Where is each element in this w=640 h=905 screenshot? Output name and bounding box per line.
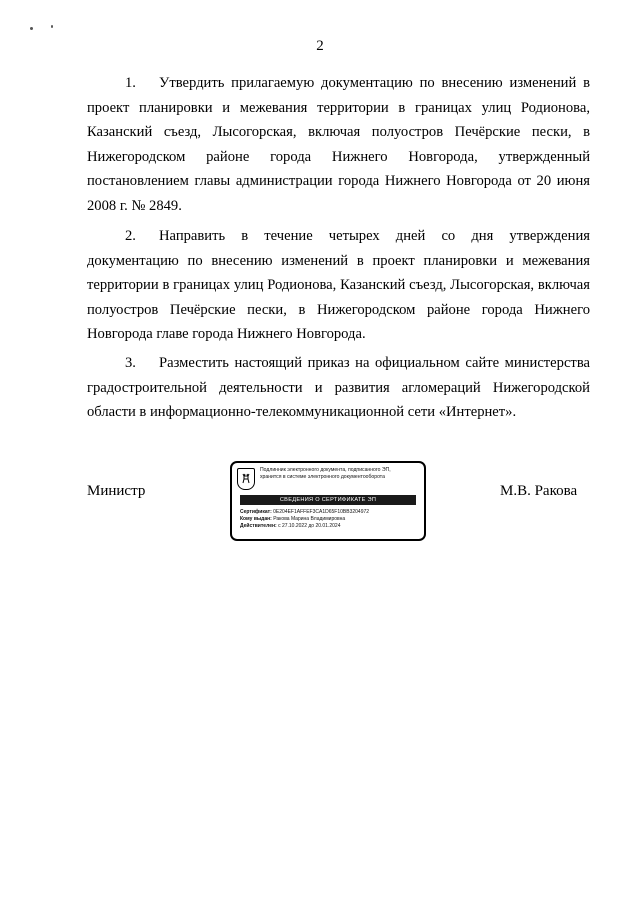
paragraph-number: 1. bbox=[125, 75, 136, 91]
scan-speck bbox=[51, 25, 53, 28]
electronic-signature-stamp bbox=[230, 461, 426, 541]
paragraph-text: Разместить настоящий приказ на официальном сайте министерства градостроительной деятельности и развития агломераций Нижегородской области в информационно-телекоммуникационной сети «Интернет». bbox=[87, 355, 590, 421]
stamp-header-line: Подлинник электронного документа, подписанного ЭП, bbox=[260, 467, 391, 473]
paragraph-1 bbox=[87, 71, 590, 219]
signatory-name: М.В. Ракова bbox=[500, 483, 578, 499]
paragraph-text: Направить в течение четырех дней со дня утверждения документацию по внесению изменений в проект планировки и межевания территории в границах улиц Родионова, Казанский съезд, Лысогорская, включая полуостров Печёрские пески, в Нижегородском районе города Нижнего Новгорода главе города Нижнего Новгорода. bbox=[87, 228, 590, 343]
paragraph-number: 2. bbox=[125, 228, 136, 244]
stamp-title-bar: СВЕДЕНИЯ О СЕРТИФИКАТЕ ЭП bbox=[240, 495, 416, 505]
validity-row bbox=[240, 523, 420, 530]
paragraph-number: 3. bbox=[125, 355, 136, 371]
certificate-label: Сертификат: bbox=[240, 509, 272, 515]
paragraph-2 bbox=[87, 224, 590, 347]
validity-value: с 27.10.2022 до 20.01.2024 bbox=[278, 522, 341, 529]
certificate-value: 0E204EF1AFFEF3CA1D65F10BB3204972 bbox=[273, 509, 370, 515]
stamp-details bbox=[240, 509, 420, 529]
scan-speck bbox=[30, 27, 33, 30]
stamp-header bbox=[260, 467, 422, 480]
page-number: 2 bbox=[316, 38, 324, 54]
issued-to-row bbox=[240, 516, 420, 523]
paragraph-text: Утвердить прилагаемую документацию по внесению изменений в проект планировки и межевания территории в границах улиц Родионова, Казанский съезд, Лысогорская, включая полуостров Печёрские пески, в Нижегородском районе города Нижнего Новгорода, утвержденный постановлением главы администрации города Нижнего Новгорода от 20 июня 2008 г. № 2849. bbox=[87, 75, 590, 214]
stamp-header-line: хранится в системе электронного документооборота bbox=[260, 473, 385, 480]
signatory-title: Министр bbox=[87, 483, 146, 499]
paragraph-3 bbox=[87, 351, 590, 425]
certificate-row bbox=[240, 509, 420, 516]
validity-label: Действителен: bbox=[240, 522, 277, 529]
coat-of-arms-icon bbox=[237, 468, 255, 490]
issued-to-label: Кому выдан: bbox=[240, 515, 272, 522]
deer-icon bbox=[240, 472, 252, 486]
issued-to-value: Ракова Марина Владимировна bbox=[273, 515, 346, 522]
